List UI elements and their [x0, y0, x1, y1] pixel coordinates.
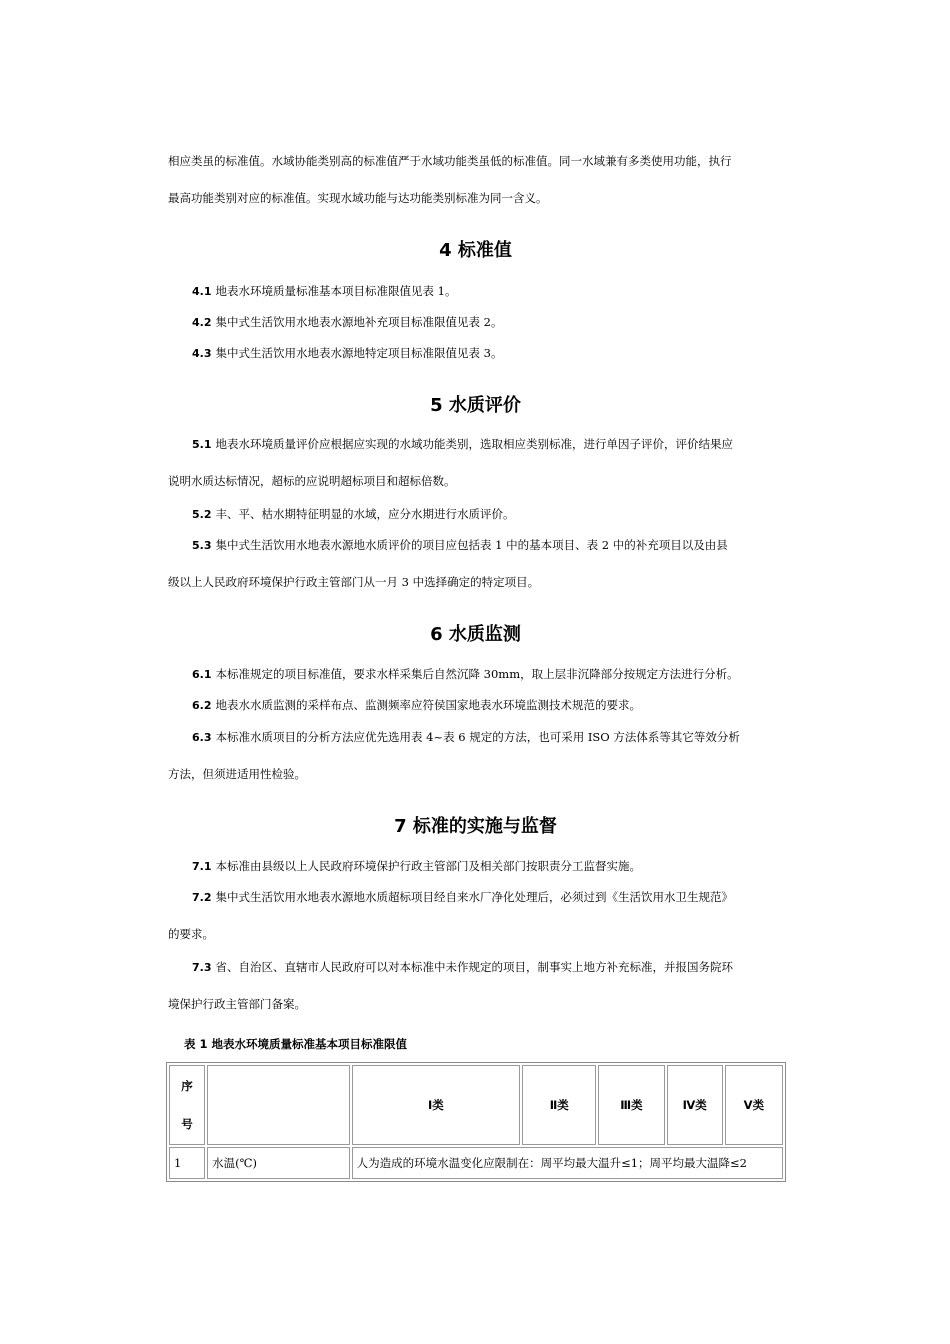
item-number: 6.1 [192, 668, 212, 681]
item-4-3 [192, 345, 783, 362]
item-6-1 [192, 666, 783, 683]
item-text: 集中式生活饮用水地表水源地水质评价的项目应包括表 1 中的基本项目、表 2 中的补充项目以及由县 [215, 538, 728, 552]
item-5-2 [192, 506, 783, 523]
section-5-title: 5 水质评价 [430, 395, 521, 416]
item-text: 省、自治区、直辖市人民政府可以对本标准中未作规定的项目，制事实上地方补充标准，并报国务院环 [215, 960, 733, 974]
item-6-2 [192, 697, 783, 714]
item-4-1 [192, 283, 783, 300]
item-6-3 [192, 729, 783, 746]
item-5-1 [192, 436, 783, 453]
item-text: 本标准规定的项目标准值，要求水样采集后自然沉降 30mm，取上层非沉降部分按规定方法进行分析。 [215, 667, 739, 681]
header-seq [169, 1065, 205, 1145]
item-7-3-continued: 境保护行政主管部门备案。 [168, 997, 306, 1011]
table-row [169, 1147, 783, 1179]
item-number: 7.2 [192, 891, 212, 904]
item-number: 5.3 [192, 539, 212, 552]
item-5-1-continued: 说明水质达标情况，超标的应说明超标项目和超标倍数。 [168, 474, 456, 488]
item-number: 4.2 [192, 316, 212, 329]
header-seq-char-2: 号 [181, 1117, 193, 1131]
item-text: 地表水环境质量评价应根据应实现的水域功能类别，选取相应类别标准，进行单因子评价，评价结果应 [215, 437, 733, 451]
item-text: 集中式生活饮用水地表水源地水质超标项目经自来水厂净化处理后，必须过到《生活饮用水卫生规范》 [215, 890, 733, 904]
row-seq: 1 [169, 1147, 205, 1179]
header-item [207, 1065, 349, 1145]
header-class-4: Ⅳ类 [667, 1065, 723, 1145]
item-text: 本标准水质项目的分析方法应优先选用表 4~表 6 规定的方法，也可采用 ISO 方法体系等其它等效分析 [215, 730, 740, 744]
item-text: 地表水水质监测的采样布点、监测频率应符侯国家地表水环境监测技术规范的要求。 [215, 698, 641, 712]
item-number: 4.3 [192, 347, 212, 360]
item-text: 地表水环境质量标准基本项目标准限值见表 1。 [215, 284, 457, 298]
item-7-2-continued: 的要求。 [168, 927, 214, 941]
item-number: 6.3 [192, 731, 212, 744]
section-7-title: 7 标准的实施与监督 [394, 816, 557, 837]
item-number: 4.1 [192, 285, 212, 298]
header-class-3: Ⅲ类 [598, 1065, 664, 1145]
item-5-3 [192, 537, 783, 554]
item-text: 丰、平、枯水期特征明显的水域，应分水期进行水质评价。 [215, 507, 515, 521]
item-7-1 [192, 858, 783, 875]
item-number: 7.1 [192, 860, 212, 873]
standard-limits-table [166, 1062, 786, 1182]
row-limit-text: 人为造成的环境水温变化应限制在：周平均最大温升≤1；周平均最大温降≤2 [352, 1147, 783, 1179]
header-seq-char-1: 序 [181, 1079, 193, 1093]
header-class-1: Ⅰ类 [352, 1065, 521, 1145]
item-7-2 [192, 889, 783, 906]
item-text: 集中式生活饮用水地表水源地补充项目标准限值见表 2。 [215, 315, 503, 329]
item-text: 集中式生活饮用水地表水源地特定项目标准限值见表 3。 [215, 346, 503, 360]
item-5-3-continued: 级以上人民政府环境保护行政主管部门从一月 3 中选择确定的特定项目。 [168, 575, 540, 589]
item-text: 本标准由县级以上人民政府环境保护行政主管部门及相关部门按职责分工监督实施。 [215, 859, 641, 873]
header-class-2: Ⅱ类 [522, 1065, 596, 1145]
row-item: 水温(℃) [207, 1147, 349, 1179]
table-1-title: 表 1 地表水环境质量标准基本项目标准限值 [184, 1037, 408, 1051]
item-4-2 [192, 314, 783, 331]
intro-line-1: 相应类虽的标准值。水域协能类别高的标准值严于水域功能类虽低的标准值。同一水域兼有多类使用功能，执行 [168, 154, 732, 168]
item-number: 5.1 [192, 438, 212, 451]
intro-line-2: 最高功能类别对应的标准值。实现水域功能与达功能类别标准为同一含义。 [168, 191, 548, 205]
item-number: 7.3 [192, 961, 212, 974]
item-number: 6.2 [192, 699, 212, 712]
header-class-5: Ⅴ类 [725, 1065, 783, 1145]
section-4-title: 4 标准值 [439, 240, 512, 261]
item-number: 5.2 [192, 508, 212, 521]
item-7-3 [192, 959, 783, 976]
section-6-title: 6 水质监测 [430, 624, 521, 645]
item-6-3-continued: 方法，但须进适用性检验。 [168, 767, 306, 781]
table-header-row [169, 1065, 783, 1145]
